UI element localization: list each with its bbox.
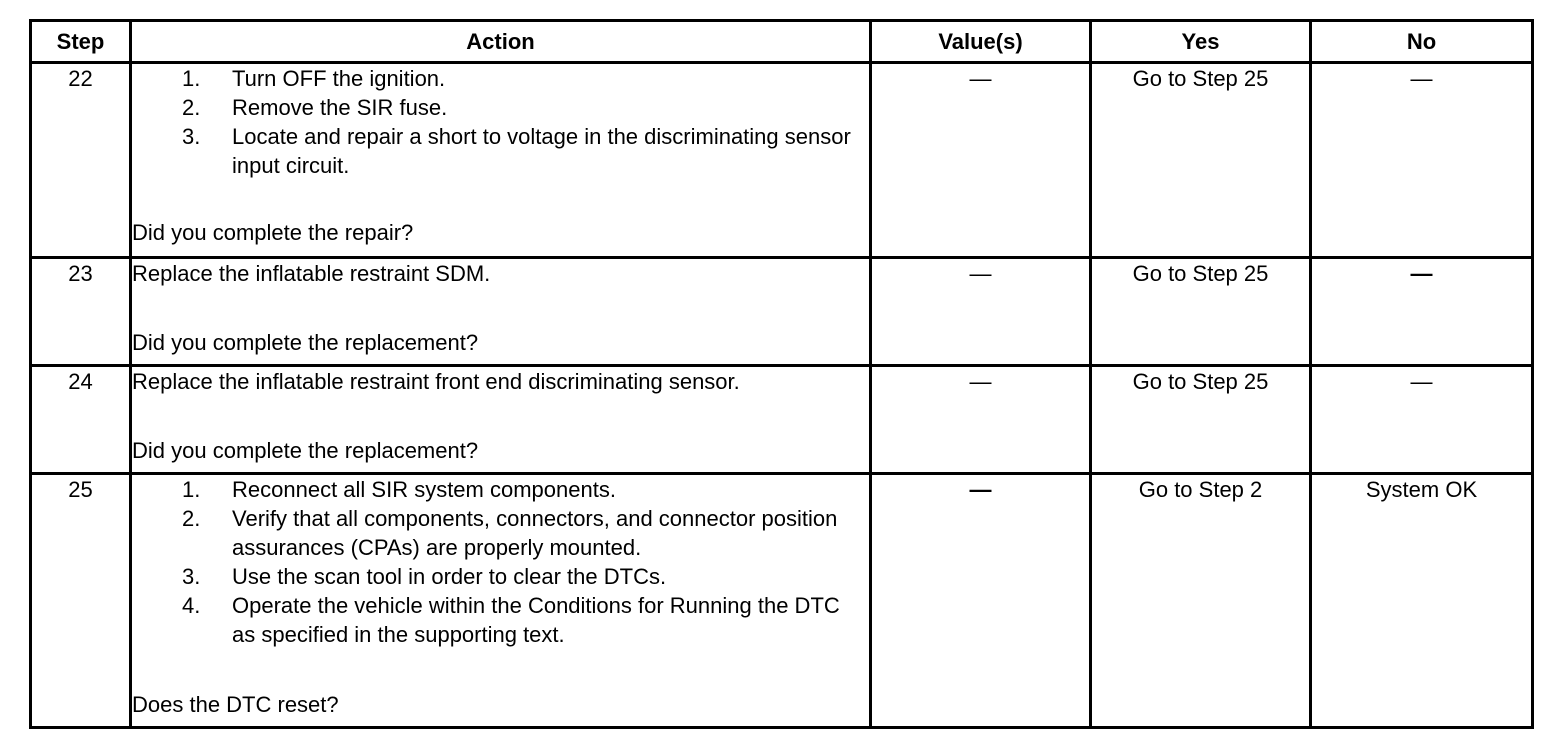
procedure-step: 2. Verify that all components, connectors, and connector position assurances (CPAs) are properly mounted. — [182, 506, 838, 560]
header-values: Value(s) — [871, 21, 1091, 63]
value-cell: — — [871, 366, 1091, 474]
procedure-step: 1. Reconnect all SIR system components. — [182, 477, 616, 502]
action-cell — [131, 366, 871, 474]
diagnostic-table — [29, 19, 1534, 729]
header-step: Step — [31, 21, 131, 63]
table-row-step-23 — [31, 258, 1533, 366]
header-yes: Yes — [1091, 21, 1311, 63]
action-cell — [131, 474, 871, 728]
action-question: Did you complete the replacement? — [132, 438, 479, 463]
table-row-step-25 — [31, 474, 1533, 728]
procedure-steps — [132, 475, 869, 649]
table-row-step-22 — [31, 63, 1533, 258]
procedure-step: 3. Locate and repair a short to voltage in the discriminating sensor input circuit. — [182, 124, 851, 178]
header-no: No — [1311, 21, 1533, 63]
action-question: Did you complete the replacement? — [132, 330, 479, 355]
action-cell — [131, 63, 871, 258]
action-question: Did you complete the repair? — [132, 220, 414, 245]
value-cell: — — [871, 258, 1091, 366]
yes-cell: Go to Step 25 — [1091, 63, 1311, 258]
action-intro: Replace the inflatable restraint SDM. — [132, 261, 491, 286]
no-cell: System OK — [1311, 474, 1533, 728]
procedure-step: 4. Operate the vehicle within the Conditions for Running the DTC as specified in the supporting text. — [182, 593, 840, 647]
step-number: 25 — [31, 474, 131, 728]
procedure-steps — [132, 64, 869, 180]
no-cell: — — [1311, 366, 1533, 474]
action-cell — [131, 258, 871, 366]
yes-cell: Go to Step 25 — [1091, 258, 1311, 366]
procedure-step: 1. Turn OFF the ignition. — [182, 66, 446, 91]
procedure-step: 3. Use the scan tool in order to clear the DTCs. — [182, 564, 667, 589]
step-number: 22 — [31, 63, 131, 258]
action-question: Does the DTC reset? — [132, 692, 339, 717]
value-cell: — — [871, 63, 1091, 258]
no-cell: — — [1311, 258, 1533, 366]
header-row — [31, 21, 1533, 63]
step-number: 23 — [31, 258, 131, 366]
yes-cell: Go to Step 25 — [1091, 366, 1311, 474]
action-intro: Replace the inflatable restraint front end discriminating sensor. — [132, 369, 740, 394]
procedure-step: 2. Remove the SIR fuse. — [182, 95, 448, 120]
yes-cell: Go to Step 2 — [1091, 474, 1311, 728]
table-row-step-24 — [31, 366, 1533, 474]
header-action: Action — [131, 21, 871, 63]
step-number: 24 — [31, 366, 131, 474]
value-cell: — — [871, 474, 1091, 728]
no-cell: — — [1311, 63, 1533, 258]
